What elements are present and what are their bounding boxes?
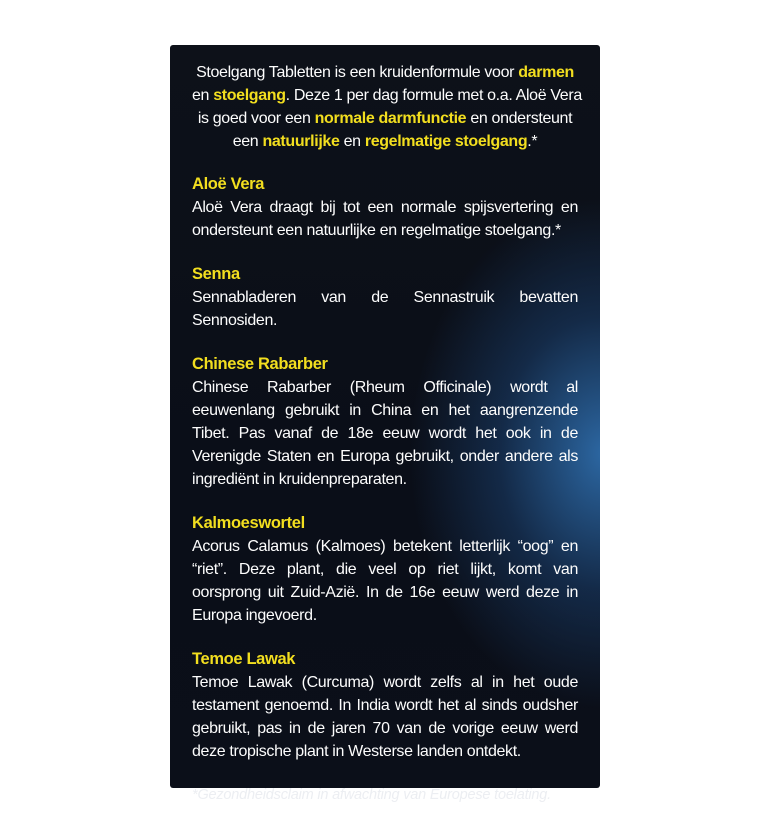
- section-heading: Temoe Lawak: [192, 650, 296, 668]
- intro-highlight-text: darmen: [518, 64, 574, 81]
- intro-text: is goed voor een: [197, 110, 315, 127]
- intro-text: en ondersteunt: [466, 110, 573, 127]
- intro-paragraph: [192, 61, 582, 153]
- intro-text: en: [339, 133, 365, 150]
- section-body: Sennabladeren van de Sennastruik bevatten Sennosiden.: [192, 289, 578, 329]
- intro-highlight-text: regelmatige stoelgang: [364, 133, 528, 150]
- section-chinese-rabarber: [192, 353, 578, 491]
- section-heading: Senna: [192, 265, 240, 283]
- section-temoe-lawak: [192, 648, 578, 763]
- section-heading: Chinese Rabarber: [192, 355, 328, 373]
- intro-line: [192, 107, 578, 130]
- section-kalmoeswortel: [192, 512, 578, 627]
- section-senna: [192, 263, 578, 332]
- intro-highlight-text: normale darmfunctie: [314, 110, 467, 127]
- intro-line: [192, 61, 578, 84]
- section-heading: Aloë Vera: [192, 175, 265, 193]
- intro-line: [192, 84, 582, 107]
- intro-text: . Deze 1 per dag formule met o.a. Aloë Vera: [285, 87, 582, 104]
- intro-text: en: [192, 87, 214, 104]
- section-aloe-vera: [192, 173, 578, 242]
- section-heading: Kalmoeswortel: [192, 514, 305, 532]
- intro-text: .*: [527, 133, 538, 150]
- section-body: Temoe Lawak (Curcuma) wordt zelfs al in het oude testament genoemd. In India wordt het al sinds oudsher gebruikt, pas in de jaren 70 van de vorige eeuw werd deze tropische plant in Westerse landen ontdekt.: [192, 674, 578, 760]
- intro-text: een: [232, 133, 263, 150]
- section-body: Aloë Vera draagt bij tot een normale spijsvertering en ondersteunt een natuurlijke en regelmatige stoelgang.*: [192, 199, 578, 239]
- intro-highlight-text: natuurlijke: [262, 133, 340, 150]
- section-body: Acorus Calamus (Kalmoes) betekent letterlijk “oog” en “riet”. Deze plant, die veel op riet lijkt, komt van oorsprong uit Zuid-Azië. In de 16e eeuw werd deze in Europa ingevoerd.: [192, 538, 578, 624]
- intro-highlight-text: stoelgang: [213, 87, 286, 104]
- product-label-panel: [170, 45, 600, 803]
- health-claim-footnote: *Gezondheidsclaim in afwachting van Europese toelating.: [192, 787, 551, 803]
- section-body: Chinese Rabarber (Rheum Officinale) wordt al eeuwenlang gebruikt in China en het aangrenzende Tibet. Pas vanaf de 18e eeuw wordt het ook in de Verenigde Staten en Europa gebruikt, onder andere als ingrediënt in kruidenpreparaten.: [192, 379, 578, 488]
- intro-text: Stoelgang Tabletten is een kruidenformule voor: [196, 64, 519, 81]
- intro-line: [192, 130, 578, 153]
